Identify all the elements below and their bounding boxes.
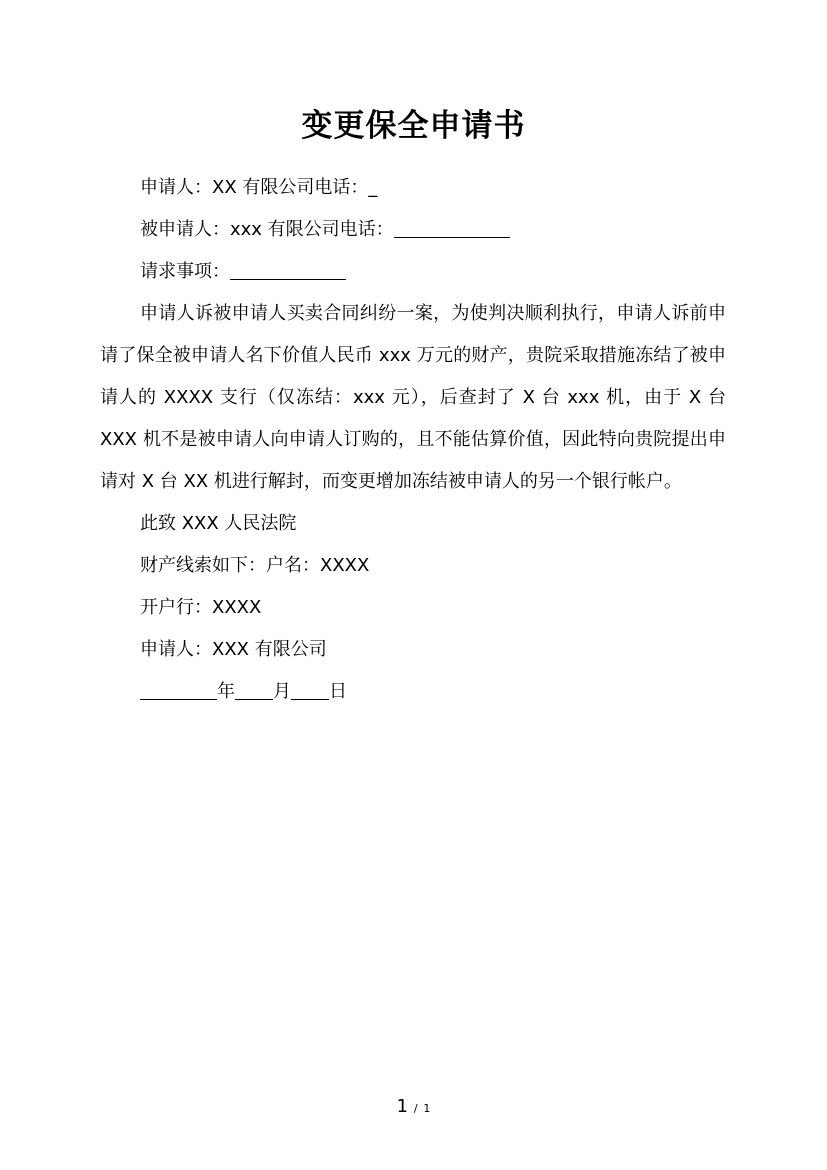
- claims-label: 请求事项：: [140, 261, 230, 282]
- bank-line: 开户行：XXXX: [140, 597, 262, 618]
- respondent-line: [100, 209, 726, 251]
- body-paragraph: 申请人诉被申请人买卖合同纠纷一案，为使判决顺利执行，申请人诉前申请了保全被申请人名下价值人民币 xxx 万元的财产，贵院采取措施冻结了被申请人的 XXXX 支行（仅冻结：xxx 元），后查封了 X 台 xxx 机，由于 X 台 XXX 机不是被申请人向申请人订购的，且不能估算价值，因此特向贵院提出申请对 X 台 XX 机进行解封，而变更增加冻结被申请人的另一个银行帐户。: [100, 303, 726, 492]
- page-footer: [0, 1094, 827, 1122]
- claims-blank: [230, 261, 346, 280]
- page-number: 1: [396, 1096, 409, 1117]
- month-blank: [235, 681, 273, 700]
- applicant-line: [100, 167, 726, 209]
- day-label: 日: [329, 681, 347, 702]
- property-clue-line: 财产线索如下：户名：XXXX: [140, 555, 370, 576]
- addressee-line: 此致 XXX 人民法院: [140, 513, 297, 534]
- day-blank: [291, 681, 329, 700]
- claims-line: [100, 251, 726, 293]
- document-body: [100, 167, 726, 713]
- page-separator: /: [413, 1102, 418, 1115]
- year-label: 年: [217, 681, 235, 702]
- document-title: 变更保全申请书: [301, 108, 526, 144]
- total-pages: 1: [423, 1102, 431, 1115]
- respondent-text: 被申请人：xxx 有限公司电话：: [140, 219, 394, 240]
- signature-line: 申请人：XXX 有限公司: [140, 639, 327, 660]
- date-line: [100, 671, 726, 713]
- respondent-phone-blank: [394, 219, 510, 238]
- month-label: 月: [273, 681, 291, 702]
- year-blank: [140, 681, 217, 700]
- applicant-text: 申请人：XX 有限公司电话：_: [140, 177, 378, 198]
